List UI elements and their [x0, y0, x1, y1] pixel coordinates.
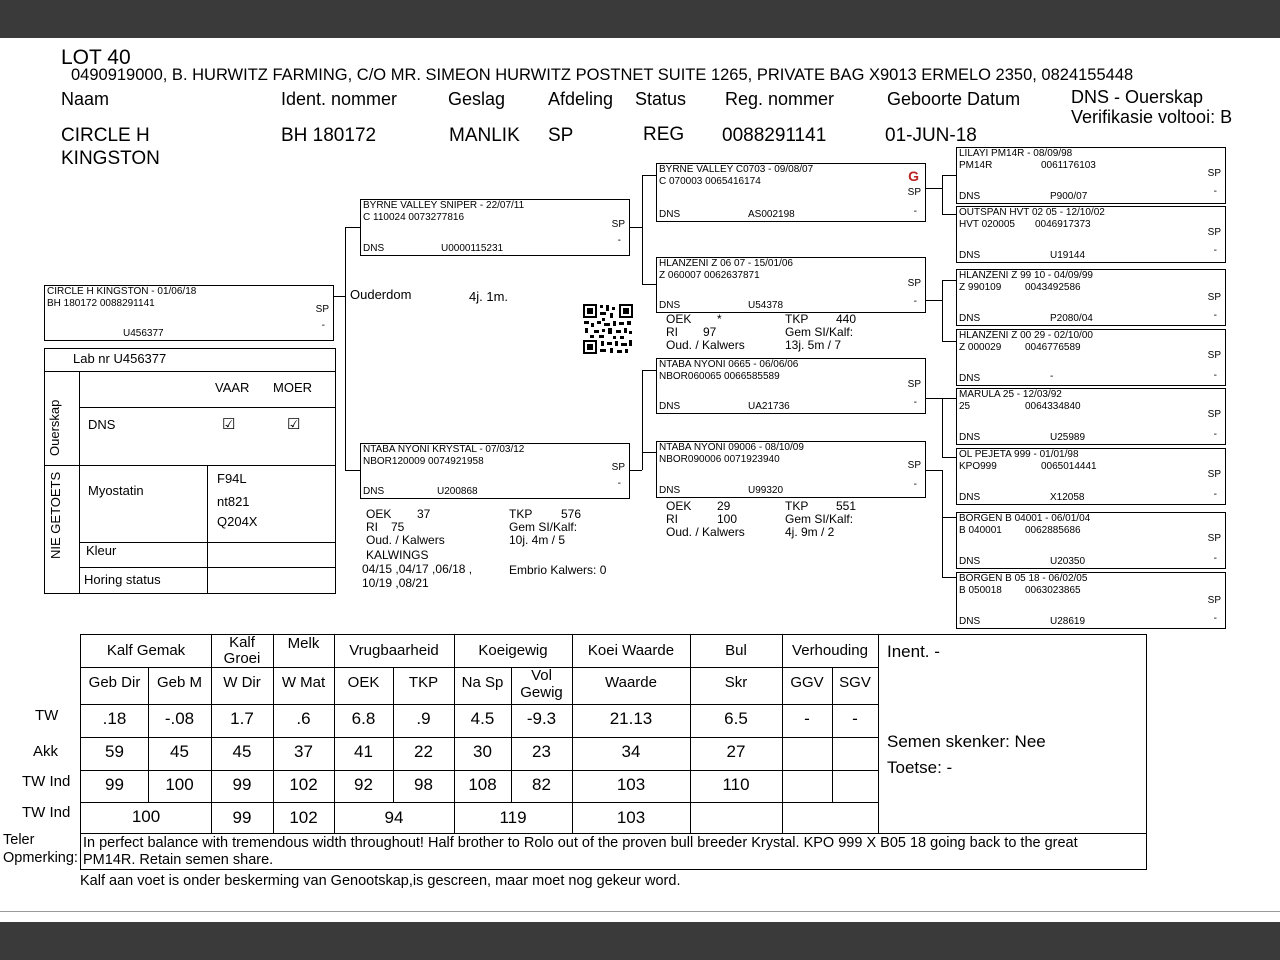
group-header: Kalf Gemak	[106, 642, 186, 659]
ggp-sp: SP	[1207, 168, 1221, 179]
tw-ind-cell: 99	[105, 775, 124, 794]
header-naam: Naam	[61, 89, 110, 109]
ouderdom-label: Ouderdom	[350, 287, 412, 302]
ggp-dns: DNS	[959, 250, 981, 261]
header-ident: Ident. nommer	[281, 89, 398, 109]
tw-ind-cell: 103	[616, 775, 646, 794]
group-header: Vrugbaarheid	[349, 642, 439, 659]
gp-ss-sp: SP	[907, 187, 921, 198]
ouderdom-value: 4j. 1m.	[469, 289, 509, 304]
sub-header: TKP	[408, 674, 439, 691]
ggp-box	[956, 206, 1226, 263]
ggp-title: MARULA 25 - 12/03/92	[959, 389, 1062, 400]
subject-box	[44, 285, 334, 341]
myostatin-value: Q204X	[217, 514, 258, 529]
gp-dd-oek-label: OEK	[666, 499, 692, 513]
gp-dd-title: NTABA NYONI 09006 - 08/10/09	[659, 442, 804, 453]
tw-cell: .6	[296, 709, 311, 728]
gp-sd-oek-label: OEK	[666, 312, 692, 326]
akk-cell: 27	[726, 742, 746, 761]
ggp-dash: -	[1213, 186, 1217, 197]
animal-name-2: KINGSTON	[61, 148, 160, 169]
dam-kalwings-1: 04/15 ,04/17 ,06/18 ,	[362, 562, 473, 576]
group-header: Koeigewig	[478, 642, 548, 659]
gp-dd-oek: 29	[717, 499, 731, 513]
tw-ind-cell: 100	[165, 775, 194, 794]
ggp-box	[956, 512, 1226, 569]
ggp-sp: SP	[1207, 595, 1221, 606]
tw-ind2-cell: 100	[131, 807, 161, 826]
gp-dd-oud-label: Oud. / Kalwers	[666, 525, 745, 539]
gp-dd-tkp: 551	[836, 499, 857, 513]
ggp-id2: 0061176103	[1041, 160, 1096, 171]
separator-line	[0, 911, 1280, 912]
gp-ss-dns: DNS	[659, 209, 681, 220]
gp-ds-dna: UA21736	[748, 401, 790, 412]
gp-ss-dash: -	[913, 206, 917, 217]
gp-dd-id: NBOR090006 0071923940	[659, 454, 780, 465]
subject-title: CIRCLE H KINGSTON - 01/06/18	[47, 286, 197, 297]
tw-ind-cell: 92	[354, 775, 373, 794]
tw-ind2-cell: 103	[616, 808, 646, 827]
inent-text: Inent. -	[887, 642, 940, 661]
tw-cell: .18	[102, 709, 127, 728]
dam-dns: DNS	[363, 486, 385, 497]
gp-ds-dns: DNS	[659, 401, 681, 412]
ggp-dna: P2080/04	[1050, 313, 1093, 324]
ggp-id2: 0046917373	[1035, 219, 1091, 230]
bottom-bar	[0, 922, 1280, 960]
tw-ind-cell: 99	[232, 775, 252, 794]
semen-text: Semen skenker: Nee	[887, 732, 1046, 751]
subject-dna: U456377	[123, 328, 164, 339]
gp-sd-tkp: 440	[836, 312, 857, 326]
ggp-dash: -	[1213, 245, 1217, 256]
header-geslag: Geslag	[448, 89, 506, 109]
group-header: Melk	[287, 635, 320, 652]
ggp-dna: X12058	[1050, 492, 1085, 503]
tw-ind2-cell: 99	[232, 808, 252, 827]
ggp-dna: -	[1050, 371, 1054, 382]
lab-vaar: VAAR	[215, 380, 250, 395]
tw-cell: 21.13	[609, 709, 653, 728]
sub-header: Na Sp	[461, 674, 504, 691]
dam-kalwings-2: 10/19 ,08/21	[362, 576, 429, 590]
sub-header: Skr	[724, 674, 748, 691]
ggp-sp: SP	[1207, 469, 1221, 480]
ggp-dash: -	[1213, 370, 1217, 381]
ggp-dash: -	[1213, 613, 1217, 624]
dam-embrio: Embrio Kalwers: 0	[509, 563, 607, 577]
header-dns: DNS - Ouerskap	[1071, 87, 1204, 107]
gp-dd-dna: U99320	[748, 485, 784, 496]
animal-reg: 0088291141	[722, 125, 827, 146]
dam-oud-label: Oud. / Kalwers	[366, 533, 445, 547]
gp-sd-dash: -	[913, 296, 917, 307]
ggp-box	[956, 448, 1226, 505]
gp-sd-title: HLANZENI Z 06 07 - 15/01/06	[659, 258, 793, 269]
akk-cell: 37	[294, 742, 313, 761]
ggp-id2: 0065014441	[1041, 461, 1097, 472]
sire-box	[360, 199, 630, 256]
dam-gem: 10j. 4m / 5	[509, 533, 566, 547]
toetse-text: Toetse: -	[887, 758, 953, 777]
ggp-dns: DNS	[959, 191, 981, 202]
gp-ss-title: BYRNE VALLEY C0703 - 09/08/07	[659, 164, 814, 175]
ggp-id2: 0062885686	[1025, 525, 1081, 536]
animal-afdeling: SP	[548, 125, 574, 146]
remark-text: In perfect balance with tremendous width throughout! Half brother to Rolo out of the proven bull breeder Krystal. KPO 999 X B05 18 going back to the great PM14R. Retain semen share.	[83, 835, 1078, 868]
tw-cell: -9.3	[526, 709, 557, 728]
gp-dd-ri-label: RI	[666, 512, 678, 526]
ggp-id1: Z 000029	[959, 342, 1002, 353]
gp-sd-gem: 13j. 5m / 7	[785, 338, 842, 352]
animal-status: REG	[643, 124, 685, 145]
ggp-id1: B 050018	[959, 585, 1002, 596]
akk-cell: 41	[354, 742, 373, 761]
header-afdeling: Afdeling	[548, 89, 614, 109]
gp-ss-id: C 070003 0065416174	[659, 176, 761, 187]
gp-sd-dna: U54378	[748, 300, 784, 311]
ggp-title: LILAYI PM14R - 08/09/98	[959, 148, 1073, 159]
ggp-dna: U28619	[1050, 616, 1086, 627]
tw-cell: .9	[416, 709, 431, 728]
gp-ds-id: NBOR060065 0066585589	[659, 371, 780, 382]
ggp-id1: KPO999	[959, 461, 997, 472]
gp-sd-gem-label: Gem SI/Kalf:	[785, 325, 854, 339]
sire-title: BYRNE VALLEY SNIPER - 22/07/11	[363, 200, 525, 211]
gp-sd-ri-label: RI	[666, 325, 678, 339]
dam-gem-label: Gem SI/Kalf:	[509, 520, 578, 534]
tw-ind-cell: 98	[414, 775, 433, 794]
dam-box	[360, 443, 630, 499]
gp-ss-dna: AS002198	[748, 209, 795, 220]
akk-cell: 22	[414, 742, 433, 761]
akk-cell: 45	[232, 742, 252, 761]
ggp-title: BORGEN B 05 18 - 06/02/05	[959, 573, 1088, 584]
ggp-dash: -	[1213, 489, 1217, 500]
ggp-id2: 0064334840	[1025, 401, 1081, 412]
ggp-dns: DNS	[959, 373, 981, 384]
ggp-dash: -	[1213, 429, 1217, 440]
animal-ident: BH 180172	[281, 125, 377, 146]
gp-ds-sp: SP	[907, 379, 921, 390]
opmerking-label: Opmerking:	[3, 850, 78, 866]
ggp-dna: P900/07	[1050, 191, 1088, 202]
ggp-dna: U25989	[1050, 432, 1086, 443]
sub-header: GGV	[790, 674, 824, 691]
row-label-tw: TW	[35, 707, 59, 724]
ggp-dna: U20350	[1050, 556, 1086, 567]
ggp-id2: 0043492586	[1025, 282, 1081, 293]
myostatin-value: F94L	[217, 471, 247, 486]
gp-ds-dash: -	[913, 397, 917, 408]
lab-nie-getoets: NIE GETOETS	[48, 471, 63, 559]
gp-dd-sp: SP	[907, 460, 921, 471]
ggp-dns: DNS	[959, 616, 981, 627]
gp-dd-tkp-label: TKP	[785, 499, 809, 513]
ggp-dns: DNS	[959, 432, 981, 443]
lab-moer: MOER	[273, 380, 312, 395]
gp-sd-oek: *	[717, 312, 722, 326]
ggp-id1: Z 990109	[959, 282, 1002, 293]
ggp-dns: DNS	[959, 492, 981, 503]
header-verifikasie: Verifikasie voltooi: B	[1071, 107, 1233, 127]
ggp-id2: 0046776589	[1025, 342, 1081, 353]
ggp-dash: -	[1213, 553, 1217, 564]
ggp-sp: SP	[1207, 227, 1221, 238]
lab-myostatin: Myostatin	[88, 483, 144, 498]
tw-cell: -	[852, 709, 858, 728]
footer-note: Kalf aan voet is onder beskerming van Genootskap,is gescreen, maar moet nog gekeur word.	[80, 873, 681, 889]
gp-sd-oud-label: Oud. / Kalwers	[666, 338, 745, 352]
top-bar	[0, 0, 1280, 38]
ggp-title: HLANZENI Z 00 29 - 02/10/00	[959, 330, 1093, 341]
lab-kleur: Kleur	[86, 543, 117, 558]
ggp-title: HLANZENI Z 99 10 - 04/09/99	[959, 270, 1093, 281]
tw-cell: 6.8	[351, 709, 376, 728]
header-geboorte: Geboorte Datum	[887, 89, 1021, 109]
ggp-sp: SP	[1207, 533, 1221, 544]
dam-dash: -	[617, 478, 621, 489]
teler-label: Teler	[3, 832, 35, 848]
group-header: Kalf Groei	[223, 634, 261, 667]
ggp-dns: DNS	[959, 556, 981, 567]
sub-header: OEK	[347, 674, 380, 691]
row-label-akk: Akk	[33, 743, 59, 760]
ggp-id1: HVT 020005	[959, 219, 1015, 230]
header-status: Status	[635, 89, 687, 109]
logo-icon: G	[908, 168, 919, 184]
animal-geboorte: 01-JUN-18	[885, 125, 977, 146]
gp-sd-dns: DNS	[659, 300, 681, 311]
akk-cell: 30	[473, 742, 492, 761]
tw-cell: 6.5	[724, 709, 748, 728]
lab-panel	[44, 348, 336, 594]
animal-name-1: CIRCLE H	[61, 125, 150, 146]
moer-checkbox: ☑	[287, 416, 301, 433]
dam-kalwings-label: KALWINGS	[366, 548, 429, 562]
tw-ind-cell: 82	[532, 775, 551, 794]
gp-ds-title: NTABA NYONI 0665 - 06/06/06	[659, 359, 799, 370]
ggp-box	[956, 329, 1226, 386]
akk-cell: 59	[105, 742, 124, 761]
ggp-box	[956, 572, 1226, 629]
sub-header: W Dir	[223, 674, 261, 691]
group-header: Koei Waarde	[587, 642, 675, 659]
lab-nr: Lab nr U456377	[73, 351, 167, 366]
ggp-title: OL PEJETA 999 - 01/01/98	[959, 449, 1079, 460]
akk-cell: 45	[170, 742, 189, 761]
owner-line: 0490919000, B. HURWITZ FARMING, C/O MR. SIMEON HURWITZ POSTNET SUITE 1265, PRIVATE BAG X9013 ERMELO 2350, 0824155448	[71, 66, 1134, 84]
dam-dna: U200868	[437, 486, 478, 497]
sub-header: Waarde	[605, 674, 657, 691]
gp-ds-box	[656, 358, 926, 414]
dam-ri-label: RI	[366, 520, 378, 534]
lab-horing: Horing status	[84, 572, 161, 587]
subject-dash: -	[321, 320, 325, 331]
dam-oek-label: OEK	[366, 507, 392, 521]
sub-header: Geb M	[156, 674, 202, 691]
gp-sd-sp: SP	[907, 278, 921, 289]
sire-dash: -	[617, 235, 621, 246]
gp-ss-box	[656, 163, 926, 222]
group-header: Verhouding	[792, 642, 868, 659]
subject-sp: SP	[315, 304, 329, 315]
ggp-id1: 25	[959, 401, 971, 412]
dam-title: NTABA NYONI KRYSTAL - 07/03/12	[363, 444, 525, 455]
dam-tkp-label: TKP	[509, 507, 533, 521]
group-header: Bul	[725, 642, 747, 659]
sire-dna: U0000115231	[441, 243, 504, 254]
tw-cell: 1.7	[230, 709, 254, 728]
ggp-box	[956, 269, 1226, 326]
akk-cell: 23	[532, 742, 551, 761]
sub-header: SGV	[839, 674, 871, 691]
sire-id: C 110024 0073277816	[363, 212, 465, 223]
ggp-title: OUTSPAN HVT 02 05 - 12/10/02	[959, 207, 1105, 218]
sub-header: W Mat	[281, 674, 326, 691]
sire-sp: SP	[611, 219, 625, 230]
gp-dd-dns: DNS	[659, 485, 681, 496]
dam-sp: SP	[611, 462, 625, 473]
tw-ind-cell: 110	[722, 775, 750, 794]
tw-cell: 4.5	[470, 709, 495, 728]
row-label-tw-ind: TW Ind	[22, 773, 71, 790]
tw-ind-cell: 102	[289, 775, 318, 794]
gp-sd-tkp-label: TKP	[785, 312, 809, 326]
tw-cell: -	[804, 709, 810, 728]
ebv-table	[80, 634, 1147, 870]
ggp-dns: DNS	[959, 313, 981, 324]
lot-number: LOT 40	[61, 46, 131, 69]
gp-dd-gem-label: Gem SI/Kalf:	[785, 512, 854, 526]
tw-ind2-cell: 102	[289, 808, 318, 827]
dam-oek: 37	[417, 507, 431, 521]
qr-code-icon	[582, 303, 634, 355]
ggp-sp: SP	[1207, 350, 1221, 361]
gp-dd-dash: -	[913, 479, 917, 490]
gp-dd-box	[656, 441, 926, 498]
gp-dd-gem: 4j. 9m / 2	[785, 525, 835, 539]
ggp-dna: U19144	[1050, 250, 1086, 261]
gp-sd-box	[656, 257, 926, 313]
sub-header: Vol Gewig	[520, 667, 563, 701]
myostatin-value: nt821	[217, 494, 250, 509]
ggp-title: BORGEN B 04001 - 06/01/04	[959, 513, 1091, 524]
akk-cell: 34	[621, 742, 641, 761]
ggp-dash: -	[1213, 310, 1217, 321]
tw-ind2-cell: 94	[384, 808, 404, 827]
ggp-box	[956, 147, 1226, 204]
lab-dns: DNS	[88, 417, 116, 432]
ggp-id1: B 040001	[959, 525, 1002, 536]
row-label-tw-ind-2: TW Ind	[22, 804, 71, 821]
tw-cell: -.08	[164, 709, 195, 728]
subject-id: BH 180172 0088291141	[47, 298, 155, 309]
dam-ri: 75	[391, 520, 405, 534]
tw-ind2-cell: 119	[499, 808, 527, 827]
gp-dd-ri: 100	[717, 512, 738, 526]
animal-geslag: MANLIK	[449, 125, 520, 146]
gp-sd-id: Z 060007 0062637871	[659, 270, 760, 281]
ggp-sp: SP	[1207, 409, 1221, 420]
dam-id: NBOR120009 0074921958	[363, 456, 484, 467]
tw-ind-cell: 108	[468, 775, 497, 794]
sub-header: Geb Dir	[88, 674, 141, 691]
vaar-checkbox: ☑	[222, 416, 236, 433]
ggp-id1: PM14R	[959, 160, 993, 171]
dam-tkp: 576	[561, 507, 582, 521]
ggp-sp: SP	[1207, 292, 1221, 303]
header-reg: Reg. nommer	[725, 89, 835, 109]
ggp-id2: 0063023865	[1025, 585, 1081, 596]
sire-dns: DNS	[363, 243, 385, 254]
ggp-box	[956, 388, 1226, 445]
gp-sd-ri: 97	[703, 325, 717, 339]
lab-ouerskap: Ouerskap	[47, 399, 62, 456]
